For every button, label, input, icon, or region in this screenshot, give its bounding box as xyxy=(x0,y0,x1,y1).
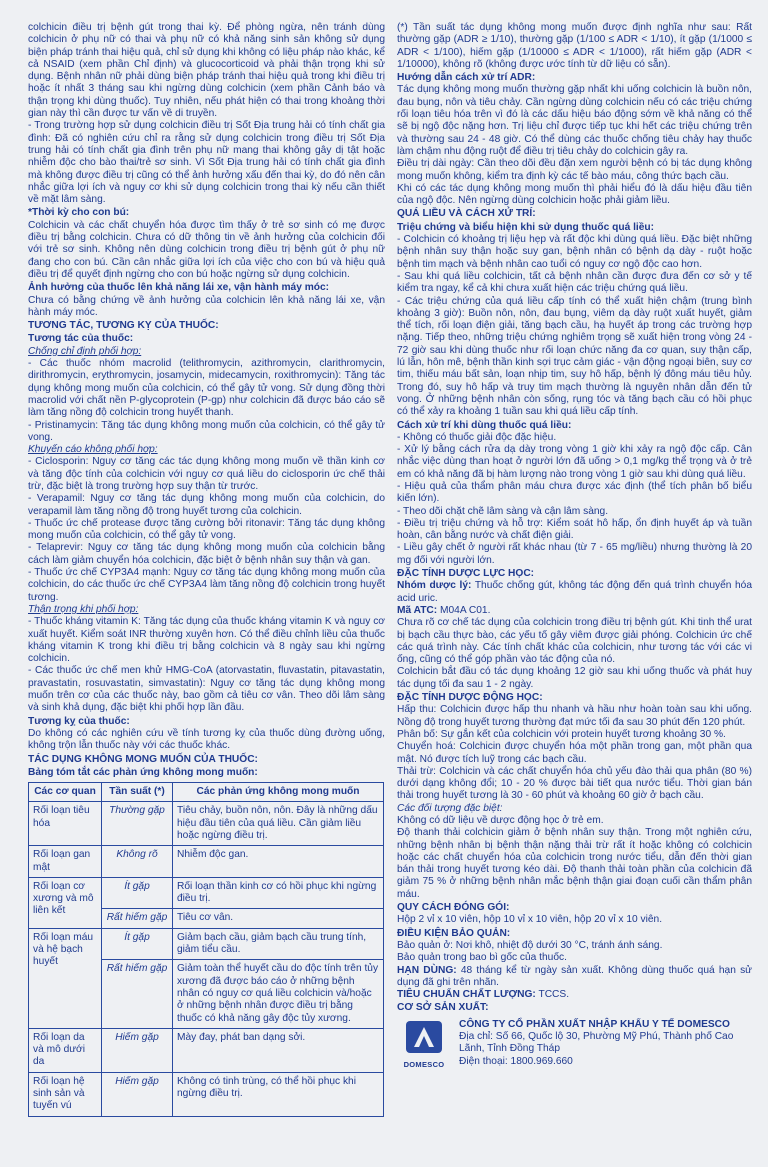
special-populations-heading: Các đối tượng đặc biệt: xyxy=(397,802,503,814)
company-phone: Điện thoại: 1800.969.660 xyxy=(459,1055,573,1067)
quality-standard-text xyxy=(397,989,752,1001)
adverse-heading: TÁC DỤNG KHÔNG MONG MUỐN CỦA THUỐC: xyxy=(28,753,258,765)
frequency-cell: Rất hiếm gặp xyxy=(102,960,173,1028)
table-row xyxy=(29,928,384,960)
verapamil-text: - Verapamil: Nguy cơ tăng tác dụng không mong muốn của colchicin, do verapamil làm tăng nồng độ trong huyết tương của colchicin. xyxy=(28,493,385,517)
frequency-definition-text: (*) Tần suất tác dụng không mong muốn được định nghĩa như sau: Rất thường gặp (ADR ≥ 1/10), thường gặp (1/100 ≤ ADR < 1/10), ít gặp (1/1000 ≤ ADR < 1/100), hiếm gặp (1/10000 ≤ ADR < 1/1000), rất hiếm gặp (ADR < 1/10000), không rõ (không được ước tính từ dữ liệu có sẵn). xyxy=(397,22,752,70)
cyp3a4-text: - Thuốc ức chế CYP3A4 mạnh: Nguy cơ tăng tác dụng không mong muốn của colchicin, do các thuốc ức chế CYP3A4 làm tăng nồng độ colchicin trong huyết tương. xyxy=(28,567,385,603)
distribution-text: Phân bố: Sự gắn kết của colchicin với protein huyết tương khoảng 30 %. xyxy=(397,728,726,740)
fmf-pregnancy-text: - Trong trường hợp sử dụng colchicin điều trị Sốt Địa trung hải có tính chất gia đình: Đã có nghiên cứu chỉ ra rằng sử dụng colchicin trong điều trị Sốt Địa trung hải có tính chất gia đình trên phụ nữ mang thai không gây dị tật hoặc nhiễm độc cho bào thai/trẻ sơ sinh. Vì Sốt Địa trung hải có tính chất gia đình mà không được điều trị cũng có thể ảnh hưởng xấu đến thai kỳ, do đó nên cân nhắc giữa lợi ích và nguy cơ khi sử dụng colchicin trong thai kỳ nếu cần thiết về mặt lâm sàng. xyxy=(28,120,385,206)
adr-handling-heading: Hướng dẫn cách xử trí ADR: xyxy=(397,72,536,84)
table-row xyxy=(29,802,384,846)
manufacturer-heading: CƠ SỞ SẢN XUẤT: xyxy=(397,1002,489,1014)
pregnancy-text: colchicin điều trị bệnh gút trong thai kỳ. Để phòng ngừa, nên tránh dùng colchicin ở phụ nữ có thai và phụ nữ có khả năng sinh sản không sử dụng biện pháp tránh thai hiệu quả, chỉ sử dụng khi không có liệu pháp nào khác, kể cả NSAID (xem phần Chỉ định) và glucocorticoid và phải thận trọng khi sử dụng. Bệnh nhân nữ phải dùng biện pháp tránh thai hiệu quả trong khi điều trị hoặc ít nhất 3 tháng sau khi ngừng dùng colchicin (xem phần Cảnh báo và thận trọng khi dùng thuốc). Tuy nhiên, nếu phát hiện có thai trong khoảng thời gian này thì cần được tư vấn về di truyền. xyxy=(28,22,385,120)
reaction-cell: Nhiễm độc gan. xyxy=(173,846,384,878)
pharmaco-group-value: Thuốc chống gút, không tác động đến quá trình chuyển hóa acid uric. xyxy=(397,580,752,604)
table-header-cell: Tần suất (*) xyxy=(102,783,173,802)
long-term-text: Điều trị dài ngày: Cần theo dõi đều đặn xem người bệnh có bị tác dụng không mong muốn không, kiểm tra định kỳ các tế bào máu, công thức bạch cầu. xyxy=(397,158,752,182)
renal-text: Độ thanh thải colchicin giảm ở bệnh nhân suy thận. Trong một nghiên cứu, những bệnh nhân bị bệnh thận nặng thải trừ rất ít hoặc không có colchicin hoặc các chất chuyển hóa của colchicin trong nước tiểu, dẫn đến thời gian bán thải trong huyết tương kéo dài. Độ thanh thải toàn phần của colchicin đã giảm 75 % ở những bệnh nhân mắc bệnh thận giai đoạn cuối cần thẩm phân máu. xyxy=(397,827,752,900)
drug-interactions-heading: Tương tác của thuốc: xyxy=(28,333,134,345)
table-row xyxy=(29,846,384,878)
gastric-lavage-text: - Xử lý bằng cách rửa dạ dày trong vòng 1 giờ khi xảy ra ngộ độc cấp. Cân nhắc việc dùng than hoạt ở người lớn đã uống > 0,1 mg/kg thể trọng và ở trẻ em có khả năng đã bị hàm lượng nào trong vòng 1 giờ sau khi dùng quá liều. xyxy=(397,444,752,480)
overdose-symptoms-heading: Triệu chứng và biểu hiện khi sử dụng thuốc quá liều: xyxy=(397,221,655,233)
adverse-table-heading: Bảng tóm tắt các phản ứng không mong muốn: xyxy=(28,766,258,778)
medical-check-text: - Sau khi quá liều colchicin, tất cả bệnh nhân cần được đưa đến cơ sở y tế kiểm tra ngay, kể cả khi chưa xuất hiện các triệu chứng quá liều. xyxy=(397,270,752,295)
manufacturer-block xyxy=(397,1019,752,1069)
telaprevir-text: - Telaprevir: Nguy cơ tăng tác dụng không mong muốn của colchicin bằng cách làm giảm chuyển hóa colchicin, đặc biệt ở bệnh nhân suy thận và gan. xyxy=(28,542,385,566)
frequency-cell: Không rõ xyxy=(102,846,173,878)
incompatibility-heading: Tương kỵ của thuốc: xyxy=(28,715,130,727)
toxicity-sign-text: Khi có các tác dụng không mong muốn thì phải hiểu đó là dấu hiệu đầu tiên của ngộ độc. Nên ngừng dùng colchicin hoặc phải giảm liều. xyxy=(397,182,752,207)
company-address: Địa chỉ: Số 66, Quốc lộ 30, Phường Mỹ Phú, Thành phố Cao Lãnh, Tỉnh Đồng Tháp xyxy=(459,1031,734,1055)
logo-wordmark: DOMESCO xyxy=(403,1060,445,1070)
monitoring-text: - Theo dõi chặt chẽ lâm sàng và cận lâm sàng. xyxy=(397,505,609,517)
packaging-text: Hộp 2 vỉ x 10 viên, hộp 10 vỉ x 10 viên, hộp 20 vỉ x 10 viên. xyxy=(397,914,663,926)
narrow-range-text: - Colchicin có khoảng trị liệu hẹp và rất độc khi dùng quá liều. Đặc biệt những bệnh nhân suy thận hoặc suy gan, bệnh nhân có bệnh dạ dày - ruột hoặc bệnh tim mạch và bệnh nhân cao tuổi có nguy cơ ngộ độc cao hơn. xyxy=(397,234,752,270)
mechanism-text: Chưa rõ cơ chế tác dụng của colchicin trong điều trị bệnh gút. Khi tinh thể urat bị bạch cầu thực bào, các yếu tố gây viêm được giải phóng. Colchicin ức chế các quá trình này. Các tính chất khác của colchicin, như tương tác với các vi ống, cũng có thể góp phần vào tác động của nó. xyxy=(397,617,752,666)
company-info xyxy=(459,1019,752,1068)
table-row xyxy=(29,1028,384,1072)
supportive-text: - Điều trị triệu chứng và hỗ trợ: Kiểm soát hô hấp, ổn định huyết áp và tuần hoàn, cân bằng nước và chất điện giải. xyxy=(397,517,752,542)
table-header-cell: Các phản ứng không mong muốn xyxy=(173,783,384,802)
absorption-text: Hấp thu: Colchicin được hấp thu nhanh và hầu như hoàn toàn sau khi uống. Nồng độ trong huyết tương thường đạt mức tối đa sau 30 phút đến 120 phút. xyxy=(397,704,752,728)
pharmacokinetics-heading: ĐẶC TÍNH DƯỢC ĐỘNG HỌC: xyxy=(397,692,543,704)
left-column xyxy=(28,22,385,1117)
statin-text: - Các thuốc ức chế men khử HMG-CoA (atorvastatin, fluvastatin, pitavastatin, pravastatin, rosuvastatin, simvastatin): Nguy cơ tăng tác dụng không mong muốn trên cơ của các thuốc này, bao gồm cả tiêu cơ vân. Theo dõi lâm sàng và sinh khả dụng, đặc biệt khi phối hợp lần đầu. xyxy=(28,665,385,714)
pharmacodynamics-heading: ĐẶC TÍNH DƯỢC LỰC HỌC: xyxy=(397,568,535,580)
reaction-cell: Rối loạn thần kinh cơ có hồi phục khi ngừng điều trị. xyxy=(173,877,384,909)
organ-cell: Rối loạn tiêu hóa xyxy=(29,802,102,846)
atc-value: M04A C01. xyxy=(437,604,491,616)
no-antidote-text: - Không có thuốc giải độc đặc hiệu. xyxy=(397,431,557,443)
shelf-life-value: 48 tháng kể từ ngày sản xuất. Không dùng thuốc quá hạn sử dụng đã ghi trên nhãn. xyxy=(397,964,752,988)
shelf-life-text xyxy=(397,965,752,990)
pharmaco-group-label: Nhóm dược lý: xyxy=(397,580,472,592)
atc-code-text xyxy=(397,605,752,617)
hemodialysis-text: - Hiệu quả của thẩm phân máu chưa được xác định (thể tích phân bố biểu kiến lớn). xyxy=(397,480,752,505)
lethal-dose-text: - Liều gây chết ở người rất khác nhau (từ 7 - 65 mg/liều) nhưng thường là 20 mg đối với người lớn. xyxy=(397,542,752,566)
children-text: Không có dữ liệu về dược động học ở trẻ em. xyxy=(397,815,604,826)
organ-cell: Rối loạn cơ xương và mô liên kết xyxy=(29,877,102,928)
reaction-cell: Giảm toàn thể huyết cầu do độc tính trên tủy xương đã được báo cáo ở những bệnh nhân có nguy cơ quá liều colchicin và/hoặc ở những bệnh nhân được điều trị bằng thuốc có khả năng gây độc tủy xương. xyxy=(173,960,384,1028)
macrolide-text: - Các thuốc nhóm macrolid (telithromycin, azithromycin, clarithromycin, dirithromycin, erythromycin, josamycin, midecamycin, roxithromycin): Tăng tác dụng không mong muốn của colchicin, có thể gây tử vong. Sử dụng đồng thời macrolid với chất nền P-glycoprotein (P-gp) như colchicin đã được báo cáo sẽ làm tăng nồng độ colchicin trong huyết thanh. xyxy=(28,358,385,419)
organ-cell: Rối loạn da và mô dưới da xyxy=(29,1028,102,1072)
breastfeeding-text: Colchicin và các chất chuyển hóa được tìm thấy ở trẻ sơ sinh có mẹ được điều trị bằng colchicin. Chưa có dữ thông tin về ảnh hưởng của colchicin đối với trẻ sơ sinh. Không nên dùng colchicin trong điều trị bệnh gút ở phụ nữ đang cho con bú. Cần cân nhắc giữa lợi ích của việc cho con bú và hiệu quả điều trị để quyết định ngừng cho con bú hoặc ngừng sử dụng colchicin. xyxy=(28,219,385,280)
table-header-row xyxy=(29,783,384,802)
ciclosporin-text: - Ciclosporin: Nguy cơ tăng các tác dụng không mong muốn về thần kinh cơ và tăng độc tính của colchicin với nguy cơ quá liều do ciclosporin ức chế thải trừ, đặc biệt là trong trường hợp suy thận từ trước. xyxy=(28,456,385,492)
metabolism-text: Chuyển hoá: Colchicin được chuyển hóa một phần trong gan, một phần qua mật. Nó được tích luỹ trong các bạch cầu. xyxy=(397,741,752,765)
onset-text: Colchicin bắt đầu có tác dụng khoảng 12 giờ sau khi uống thuốc và phát huy tác dụng tối đa sau 1 - 2 ngày. xyxy=(397,666,752,690)
adr-handling-text: Tác dụng không mong muốn thường gặp nhất khi uống colchicin là buồn nôn, đau bụng, nôn và tiêu chảy. Cần ngừng dùng colchicin nếu có các triệu chứng rối loạn tiêu hóa trên vì đó là các dấu hiệu báo động sớm về khả năng có thể sẽ bị ngộ độc nặng hơn. Trị liệu chỉ được tiếp tục khi hết các triệu chứng trên và thường sau 24 - 48 giờ. Có thể dùng các thuốc chống tiêu chảy hay thuốc làm chậm nhu động ruột để điều trị tiêu chảy do colchicin gây ra. xyxy=(397,84,752,157)
reaction-cell: Tiêu cơ vân. xyxy=(173,909,384,928)
overdose-heading: QUÁ LIỀU VÀ CÁCH XỬ TRÍ: xyxy=(397,208,536,220)
reaction-cell: Tiêu chảy, buồn nôn, nôn. Đây là những dấu hiệu đầu tiên của quá liều. Cần giảm liều hoặc ngừng điều trị. xyxy=(173,802,384,846)
caution-combo-heading: Thận trọng khi phối hợp: xyxy=(28,603,139,615)
interactions-heading: TƯƠNG TÁC, TƯƠNG KỴ CỦA THUỐC: xyxy=(28,320,219,332)
quality-value: TCCS. xyxy=(535,989,570,1001)
atc-label: Mã ATC: xyxy=(397,604,438,616)
frequency-cell: Thường gặp xyxy=(102,802,173,846)
elimination-text: Thải trừ: Colchicin và các chất chuyển hóa chủ yếu đào thải qua phân (80 %) dưới dạng không đổi; 10 - 20 % được bài tiết qua nước tiểu. Thời gian bán thải trong huyết tương là 30 - 60 phút và khoảng 60 giờ ở bạch cầu. xyxy=(397,765,752,802)
frequency-cell: Hiếm gặp xyxy=(102,1072,173,1116)
reaction-cell: Không có tinh trùng, có thể hồi phục khi ngừng điều trị. xyxy=(173,1072,384,1116)
frequency-cell: Hiếm gặp xyxy=(102,1028,173,1072)
breastfeeding-heading: *Thời kỳ cho con bú: xyxy=(28,207,130,219)
company-name: CÔNG TY CỔ PHẦN XUẤT NHẬP KHẨU Y TẾ DOMESCO xyxy=(459,1018,730,1030)
shelf-life-label: HẠN DÙNG: xyxy=(397,964,457,976)
right-column xyxy=(397,22,752,1069)
domesco-logo xyxy=(397,1019,451,1069)
incompatibility-text: Do không có các nghiên cứu về tính tương kỵ của thuốc dùng đường uống, không trộn lẫn thuốc này với các thuốc khác. xyxy=(28,727,385,752)
acute-symptoms-text: - Các triệu chứng của quá liều cấp tính có thể xuất hiện chậm (trung bình khoảng 3 giờ): Buồn nôn, nôn, đau bụng, viêm dạ dày ruột xuất huyết, giảm thể tích, rối loạn điện giải, tăng bạch cầu, hạ huyết áp trong các trường hợp nặng. Tiếp theo, những triệu chứng nghiêm trọng sẽ xuất hiện trong vòng 24 - 72 giờ sau khi dùng thuốc như rối loạn chức năng đa cơ quan, suy thận cấp, lú lẫn, hôn mê, bệnh thần kinh sợi trục cảm giác - vận động ngoại biên, suy cơ tim, thiếu máu bất sản, loạn nhịp tim, suy hô hấp, bệnh lý đông máu tiêu hủy. Trong đó, suy hô hấp và truy tim mạch thường là nguyên nhân dẫn đến tử vong. Ở những bệnh nhân còn sống, rụng tóc và tăng bạch cầu có hồi phục có thể xảy ra khoảng 1 tuần sau khi quá liều cấp tính. xyxy=(397,295,752,418)
frequency-cell: Ít gặp xyxy=(102,928,173,960)
pristinamycin-text: - Pristinamycin: Tăng tác dụng không mong muốn của colchicin, có thể gây tử vong. xyxy=(28,419,385,443)
driving-text: Chưa có bằng chứng về ảnh hưởng của colchicin lên khả năng lái xe, vận hành máy móc. xyxy=(28,294,385,318)
organ-cell: Rối loạn hệ sinh sản và tuyến vú xyxy=(29,1072,102,1116)
overdose-treatment-heading: Cách xử trí khi dùng thuốc quá liều: xyxy=(397,419,572,431)
driving-heading: Ảnh hưởng của thuốc lên khả năng lái xe, vận hành máy móc: xyxy=(28,282,330,294)
storage-heading: ĐIỀU KIỆN BẢO QUẢN: xyxy=(397,927,511,939)
protease-text: - Thuốc ức chế protease được tăng cường bởi ritonavir: Tăng tác dụng không mong muốn của colchicin, có thể gây tử vong. xyxy=(28,517,385,542)
table-header-cell: Các cơ quan xyxy=(29,783,102,802)
frequency-cell: Ít gặp xyxy=(102,877,173,909)
reaction-cell: Giảm bạch cầu, giảm bạch cầu trung tính, giảm tiểu cầu. xyxy=(173,928,384,960)
organ-cell: Rối loạn gan mật xyxy=(29,846,102,878)
vitamin-k-text: - Thuốc kháng vitamin K: Tăng tác dụng của thuốc kháng vitamin K và nguy cơ xuất huyết. Kiểm soát INR thường xuyên hơn. Có thể điều chỉnh liều của thuốc kháng vitamin K trong khi điều trị bằng colchicin và 8 ngày sau khi ngừng colchicin. xyxy=(28,616,385,665)
not-recommended-heading: Khuyến cáo không phối hợp: xyxy=(28,444,158,456)
quality-label: TIÊU CHUẨN CHẤT LƯỢNG: xyxy=(397,989,536,1001)
frequency-cell: Rất hiếm gặp xyxy=(102,909,173,928)
reaction-cell: Mày đay, phát ban dạng sởi. xyxy=(173,1028,384,1072)
pharmaco-group-text xyxy=(397,580,752,605)
packaging-heading: QUY CÁCH ĐÓNG GÓI: xyxy=(397,902,510,914)
domesco-logo-icon xyxy=(404,1019,444,1055)
table-row xyxy=(29,1072,384,1116)
adverse-reactions-table xyxy=(28,782,384,1117)
contraindicated-combo-heading: Chống chỉ định phối hợp: xyxy=(28,345,142,357)
table-row xyxy=(29,877,384,909)
organ-cell: Rối loạn máu và hệ bạch huyết xyxy=(29,928,102,1028)
storage-package-text: Bảo quản trong bao bì gốc của thuốc. xyxy=(397,952,567,964)
storage-text: Bảo quản ở: Nơi khô, nhiệt độ dưới 30 °C, tránh ánh sáng. xyxy=(397,939,663,951)
